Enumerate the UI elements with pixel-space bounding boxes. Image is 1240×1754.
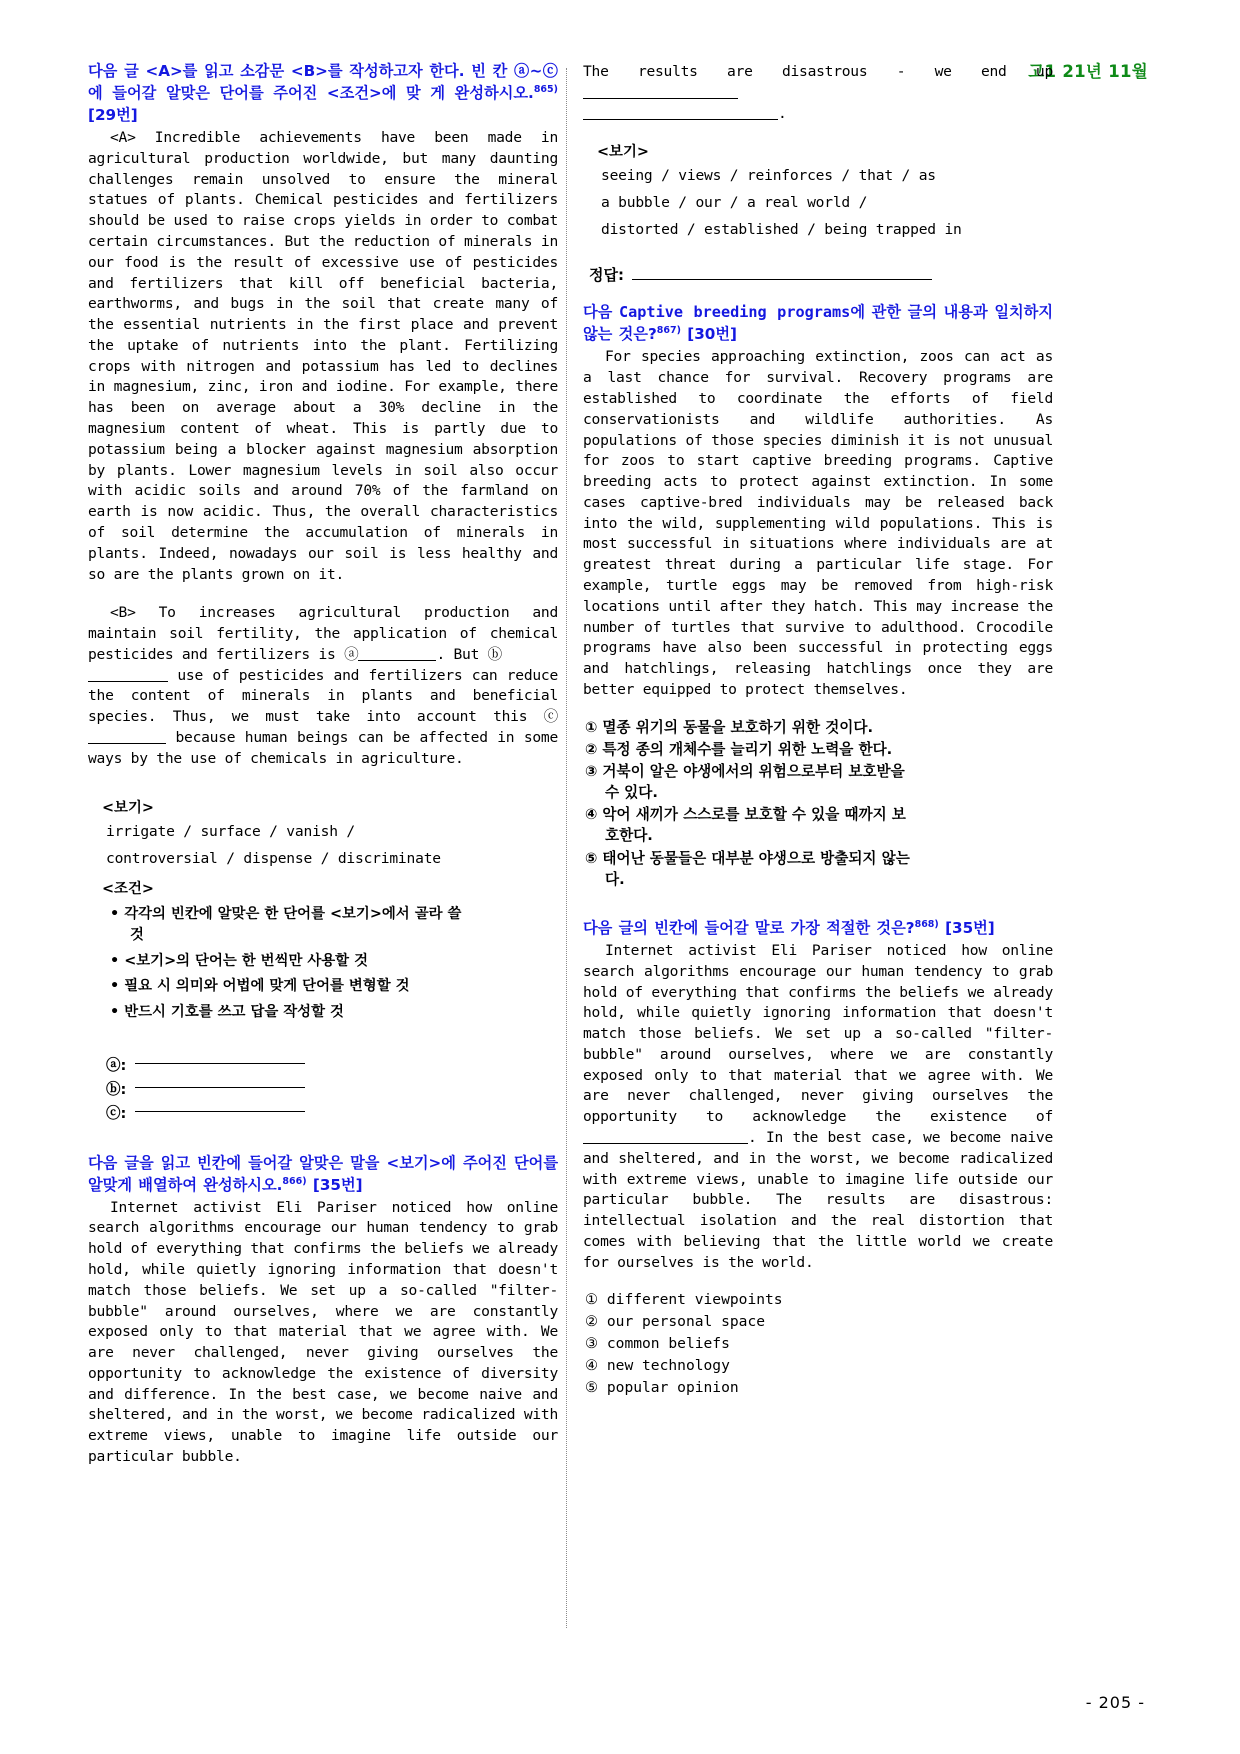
condition-text: • 반드시 기호를 쓰고 답을 작성할 것 (110, 1003, 344, 1020)
choice-text: ① 멸종 위기의 동물을 보호하기 위한 것이다. (585, 718, 874, 736)
q35a-continuation (583, 62, 1053, 124)
q35a-cont-text: The results are disastrous - we end up (583, 63, 1053, 80)
condition-item (110, 904, 558, 947)
q35b-passage (583, 941, 1053, 1274)
choice-text-cont: 호한다. (605, 827, 653, 845)
condition-item (110, 1002, 558, 1024)
choice-option[interactable]: ② our personal space (585, 1313, 766, 1331)
choice-text: ③ 거북이 알은 야생에서의 위험으로부터 보호받을 (585, 763, 905, 780)
choice-option[interactable] (585, 717, 1053, 738)
q29-footnote-number: 865) (533, 83, 558, 95)
spacer (583, 285, 1053, 301)
q30-heading-line2: 일치하지 않는 것은? (583, 303, 1053, 344)
choice-option[interactable]: ③ common beliefs (585, 1335, 730, 1353)
answer-write-line[interactable] (632, 278, 932, 280)
choice-option[interactable]: ④ new technology (585, 1357, 730, 1375)
q35b-number-tag: [35번] (945, 918, 995, 937)
answer-write-line-a[interactable] (135, 1062, 305, 1064)
condition-text-cont: 것 (130, 927, 144, 944)
spacer (583, 891, 1053, 917)
spacer (583, 701, 1053, 717)
q35a-bogi-line-2: a bubble / our / a real world / (601, 194, 868, 212)
q35a-number-tag: [35번] (312, 1175, 363, 1194)
page-number: - 205 - (1085, 1693, 1145, 1712)
q35a-cont-period: . (778, 104, 787, 122)
spacer (88, 1126, 558, 1152)
q29-jogeon-label: <조건> (102, 880, 154, 897)
q29-number-tag: [29번] (88, 106, 138, 125)
left-column (88, 60, 558, 1468)
condition-text: • <보기>의 단어는 한 번씩만 사용할 것 (110, 952, 368, 969)
column-divider (566, 68, 567, 1628)
choice-text-cont: 수 있다. (605, 784, 658, 802)
q35a-bogi-line-1: seeing / views / reinforces / that / as (601, 167, 936, 185)
spacer (583, 1273, 1053, 1289)
q29-bogi-line-1: irrigate / surface / vanish / (106, 822, 355, 840)
question-29-heading (88, 60, 558, 126)
q30-heading-english-term: Captive breeding programs (619, 303, 851, 322)
spacer (88, 1028, 558, 1054)
choice-option[interactable] (585, 761, 1053, 803)
q35b-passage-seg2: . In the best case, we become naive and sheltered, and in the worst, we become radicalized with extreme views, unable to imagine life outside our particular bubble. The results are disastrous: intellectual isolation and the real distortion that comes with believing that the little world we create for ourselves is the world. (583, 1129, 1053, 1271)
q30-heading-prefix: 다음 (583, 303, 619, 322)
answer-label: 정답: (589, 266, 624, 285)
answer-mark-b: ⓑ: (106, 1081, 127, 1098)
answer-write-line-c[interactable] (135, 1110, 305, 1112)
answer-row-b[interactable] (106, 1078, 558, 1099)
answer-mark-c: ⓒ: (106, 1105, 127, 1122)
spacer (583, 248, 1053, 264)
q29-passage-b (88, 603, 558, 769)
choice-text: ④ 악어 새끼가 스스로를 보호할 수 있을 때까지 보 (585, 806, 906, 824)
two-column-layout (88, 60, 1152, 1660)
q29-passage-a: <A> Incredible achievements have been made in agricultural production worldwide, but many daunting challenges remain unsolved to ensure the mineral statues of plants. Chemical pesticides and fertilizers should be used to raise crops yields in order to combat certain circumstances. But the reduction of minerals in our food is the result of excessive use of pesticides and fertilizers that kill off beneficial bacteria, earthworms, and bugs in the soil that create many of the essential nutrients in the first place and prevent the uptake of nutrients into the plant. Fertilizing crops with nitrogen and potassium has led to declines in magnesium, zinc, iron and iodine. For example, there has been on average about a 30% decline in the magnesium content of wheat. This is partly due to potassium being a blocker against magnesium absorption by plants. Lower magnesium levels in soil also occur with acidic soils and around 70% of the farmland on earth is now acidic. Thus, the overall characteristics of soil determine the accumulation of minerals in plants. Indeed, nowadays our soil is less healthy and so are the plants grown on it. (88, 129, 558, 583)
q29-bogi-label: <보기> (102, 799, 154, 816)
answer-write-line-b[interactable] (135, 1086, 305, 1088)
q35a-answer-row[interactable] (589, 264, 1053, 285)
q35a-heading-line1: 다음 글을 읽고 빈칸에 들어갈 알맞은 말을 <보기>에 (88, 1153, 456, 1172)
q29-heading-line3: 게 완성하시오. (430, 84, 534, 103)
answer-row-a[interactable] (106, 1054, 558, 1075)
condition-item (110, 951, 558, 973)
question-35a-heading (88, 1152, 558, 1196)
q30-number-tag: [30번] (687, 325, 737, 344)
choice-text: ⑤ 태어난 동물들은 대부분 야생으로 방출되지 않는 (585, 849, 910, 867)
q29-passage-b-seg2: . But ⓑ (436, 645, 502, 663)
question-35b-heading (583, 917, 1053, 939)
choice-text-cont: 다. (605, 870, 625, 888)
q30-footnote-number: 867) (656, 325, 681, 337)
q35a-passage: Internet activist Eli Pariser noticed how online search algorithms encourage our human tendency to grab hold of everything that confirms the beliefs we already hold, while quietly ignoring information that doesn't match those beliefs. We set up a so-called "filter-bubble" around ourselves, where we are constantly exposed only to that material that we agree with. We are never challenged, never giving ourselves the opportunity to acknowledge the existence of diversity and difference. In the best case, we become naive and sheltered, and in the worst, we become radicalized with extreme views, unable to imagine life outside our particular bubble. (88, 1198, 558, 1466)
answer-row-c[interactable] (106, 1102, 558, 1123)
blank-arrangement-1[interactable] (583, 98, 738, 99)
blank-c[interactable] (88, 743, 166, 744)
q30-passage: For species approaching extinction, zoos can act as a last chance for survival. Recovery programs are established to coordinate the efforts of field conservationists and wildlife authorities. As populations of those species diminish it is not unusual for zoos to start captive breeding programs. Captive breeding acts to protect against extinction. In some cases captive-bred individuals may be released back into the wild, supplementing wild populations. This is most successful in situations where individuals are at greatest threat during a particular life stage. For example, turtle eggs may be removed from high-risk locations until after they hatch. This may increase the number of turtles that survive to adulthood. Crocodile programs have also been successful in protecting eggs and hatchlings, releasing hatchlings once they are better equipped to protect themselves. (583, 348, 1053, 698)
choice-option[interactable] (585, 739, 1053, 760)
choice-text: ② 특정 종의 개체수를 늘리기 위한 노력을 한다. (585, 740, 893, 758)
question-30-heading (583, 301, 1053, 345)
q35b-footnote-number: 868) (914, 918, 939, 930)
spacer (88, 770, 558, 796)
choice-option[interactable] (585, 848, 1053, 890)
blank-arrangement-2[interactable] (583, 119, 778, 120)
q29-bogi-line-2: controversial / dispense / discriminate (106, 849, 441, 867)
q29-passage-b-seg4: because human beings can be affected in some ways by the use of chemicals in agriculture. (88, 728, 558, 767)
q35b-passage-seg1: Internet activist Eli Pariser noticed how online search algorithms encourage our human tendency to grab hold of everything that confirms the beliefs we already hold, while quietly ignoring information that doesn't match those beliefs. We set up a so-called "filter-bubble" around ourselves, where we are constantly exposed only to that material that we agree with. We are never challenged, never giving ourselves the opportunity to acknowledge the existence of (583, 941, 1053, 1126)
exam-label: 고1 21년 11월 (1028, 62, 1148, 81)
condition-text: • 필요 시 의미와 어법에 맞게 단어를 변형할 것 (110, 978, 410, 995)
right-column (583, 60, 1053, 1399)
q35a-footnote-number: 866) (282, 1175, 307, 1187)
q35a-bogi-line-3: distorted / established / being trapped in (601, 221, 962, 239)
q29-passage-b-seg3: use of pesticides and fertilizers can reduce the content of minerals in plants and beneficial species. Thus, we must take into account this ⓒ (88, 666, 558, 726)
blank-b[interactable] (88, 681, 168, 682)
choice-option[interactable] (585, 804, 1053, 846)
q35a-bogi-label: <보기> (597, 144, 649, 161)
condition-text: • 각각의 빈칸에 알맞은 한 단어를 <보기>에서 골라 쓸 (110, 905, 462, 922)
answer-mark-a: ⓐ: (106, 1057, 127, 1074)
choice-option[interactable]: ① different viewpoints (585, 1291, 783, 1309)
q29-heading-line2: 칸 ⓐ~ⓒ에 들어갈 알맞은 단어를 주어진 <조건>에 맞 (88, 62, 558, 103)
condition-item (110, 976, 558, 998)
blank-a[interactable] (358, 660, 436, 661)
blank-answer[interactable] (583, 1143, 748, 1144)
q35a-heading-line2: 주어진 단어를 알맞게 배열하여 완성하시오. (88, 1153, 558, 1194)
q29-passage-b-seg1: <B> To increases agricultural production and maintain soil fertility, the application of chemical pesticides and fertilizers is ⓐ (88, 604, 558, 663)
spacer (88, 585, 558, 601)
choice-option[interactable]: ⑤ popular opinion (585, 1379, 739, 1397)
spacer (583, 124, 1053, 140)
q35b-heading-line1: 다음 글의 빈칸에 들어갈 말로 가장 적절한 것은? (583, 918, 915, 937)
q30-heading-suffix: 에 관한 글의 내용과 (850, 303, 988, 322)
q29-heading-line1: 다음 글 <A>를 읽고 소감문 <B>를 작성하고자 한다. 빈 (88, 62, 486, 80)
